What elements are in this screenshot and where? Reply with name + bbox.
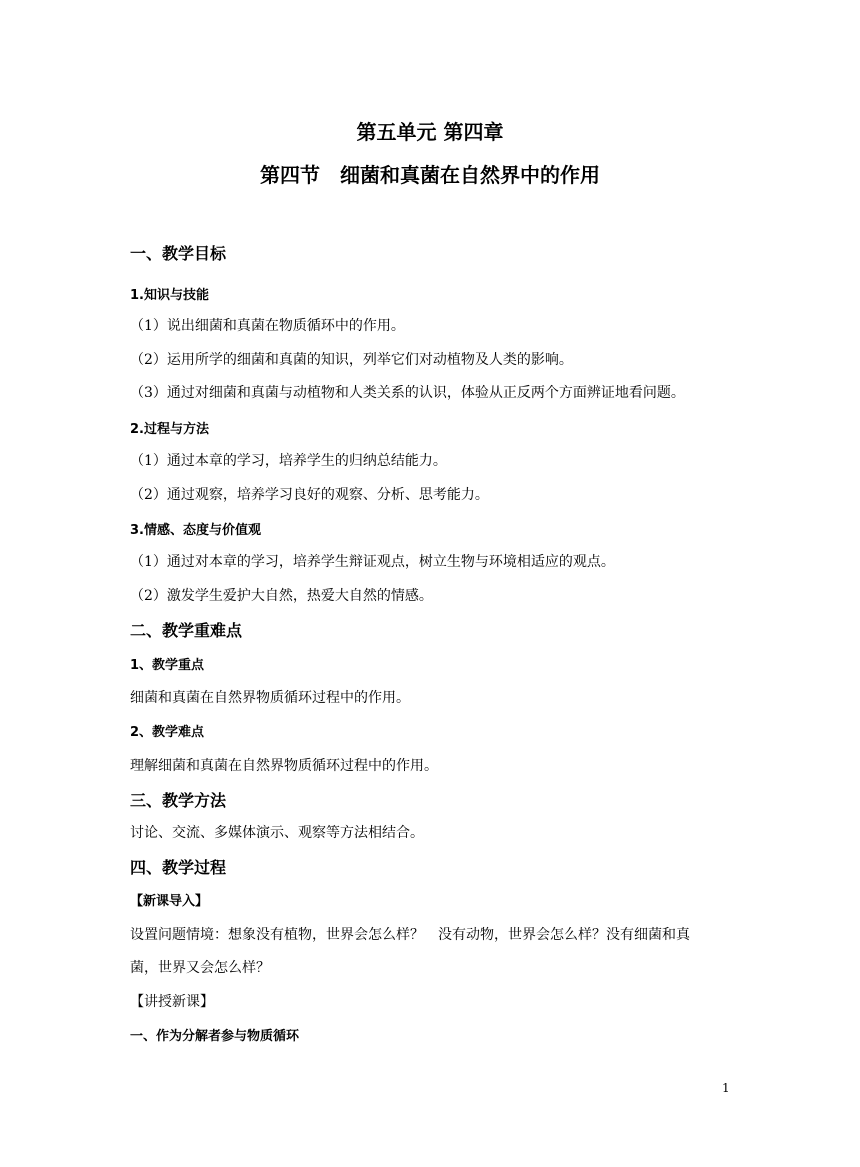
attitude-heading: 3.情感、态度与价值观 bbox=[130, 523, 261, 538]
intro-text-line: 设置问题情境：想象没有植物，世界会怎么样？ 没有动物，世界会怎么样？没有细菌和真 bbox=[130, 927, 690, 943]
attitude-item: （2）激发学生爱护大自然，热爱大自然的情感。 bbox=[130, 588, 433, 604]
process-method-item: （1）通过本章的学习，培养学生的归纳总结能力。 bbox=[130, 453, 447, 469]
intro-text-line: 菌，世界又会怎么样？ bbox=[130, 960, 270, 976]
methods-text: 讨论、交流、多媒体演示、观察等方法相结合。 bbox=[130, 825, 424, 841]
difficult-point-text: 理解细菌和真菌在自然界物质循环过程中的作用。 bbox=[130, 758, 438, 774]
knowledge-item: （2）运用所学的细菌和真菌的知识，列举它们对动植物及人类的影响。 bbox=[130, 352, 573, 368]
keypoints-heading: 二、教学重难点 bbox=[130, 621, 243, 640]
unit-chapter-title: 第五单元 第四章 bbox=[356, 120, 504, 144]
knowledge-heading: 1.知识与技能 bbox=[130, 288, 209, 303]
objectives-heading: 一、教学目标 bbox=[130, 244, 227, 263]
process-method-heading: 2.过程与方法 bbox=[130, 422, 209, 437]
part1-heading: 一、作为分解者参与物质循环 bbox=[130, 1029, 300, 1044]
key-point-text: 细菌和真菌在自然界物质循环过程中的作用。 bbox=[130, 690, 410, 706]
difficult-point-heading: 2、教学难点 bbox=[130, 725, 205, 740]
new-lesson-heading: 【讲授新课】 bbox=[130, 994, 214, 1010]
knowledge-item: （3）通过对细菌和真菌与动植物和人类关系的认识，体验从正反两个方面辨证地看问题。 bbox=[130, 385, 685, 401]
knowledge-item: （1）说出细菌和真菌在物质循环中的作用。 bbox=[130, 318, 405, 334]
intro-heading: 【新课导入】 bbox=[130, 894, 209, 909]
attitude-item: （1）通过对本章的学习，培养学生辩证观点，树立生物与环境相适应的观点。 bbox=[130, 554, 615, 570]
page-number: 1 bbox=[722, 1081, 730, 1095]
key-point-heading: 1、教学重点 bbox=[130, 658, 205, 673]
process-method-item: （2）通过观察，培养学习良好的观察、分析、思考能力。 bbox=[130, 487, 489, 503]
methods-heading: 三、教学方法 bbox=[130, 791, 227, 810]
section-title: 第四节 细菌和真菌在自然界中的作用 bbox=[260, 163, 600, 187]
process-heading: 四、教学过程 bbox=[130, 858, 227, 877]
